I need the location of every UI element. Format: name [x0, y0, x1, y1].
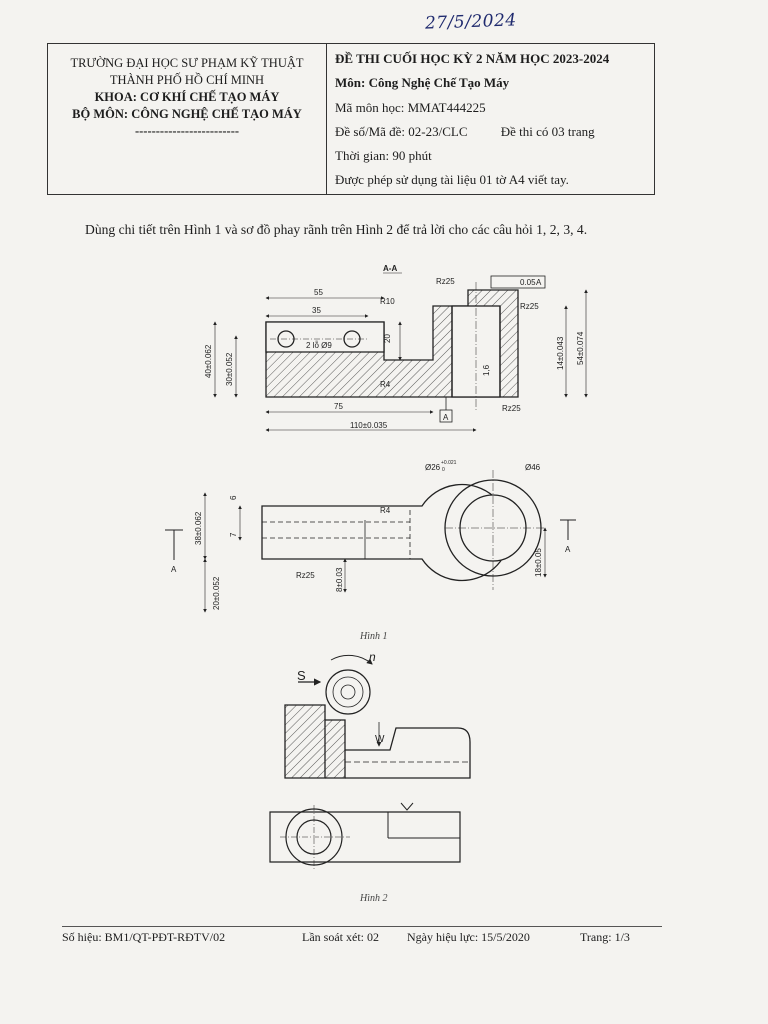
spindle-label-n: n: [369, 650, 376, 664]
cut-label-right: A: [565, 545, 571, 554]
dim-55: 55: [314, 288, 323, 297]
dim-d26-lower: 0: [442, 467, 445, 473]
section-dimension-labels: [204, 277, 585, 430]
school-line1: TRƯỜNG ĐẠI HỌC SƯ PHẠM KỸ THUẬT: [70, 56, 304, 70]
dim-holes: 2 lỗ Ø9: [306, 341, 332, 350]
dim-rz25a: Rz25: [436, 277, 455, 286]
page-number: Trang: 1/3: [580, 930, 630, 944]
subject: Môn: Công Nghệ Chế Tạo Máy: [335, 75, 510, 91]
faculty: KHOA: CƠ KHÍ CHẾ TẠO MÁY: [94, 90, 280, 104]
dim-7: 7: [229, 532, 238, 537]
dim-rz25d: Rz25: [296, 571, 315, 580]
dim-r10: R10: [380, 297, 395, 306]
cut-label-left: A: [171, 565, 177, 574]
feed-label-s: S: [297, 668, 306, 683]
dim-110: 110±0.035: [350, 421, 388, 430]
milling-diagram: [270, 655, 470, 870]
dim-r4: R4: [380, 380, 391, 389]
duration: Thời gian: 90 phút: [335, 148, 432, 164]
tolerance-value: 0.05: [520, 278, 536, 287]
materials: Được phép sử dụng tài liệu 01 tờ A4 viết tay.: [335, 172, 569, 188]
effective-date: Ngày hiệu lực: 15/5/2020: [407, 930, 530, 944]
dim-rz25b: Rz25: [520, 302, 539, 311]
figure1-caption: Hình 1: [360, 631, 388, 642]
school-line2: THÀNH PHỐ HỒ CHÍ MINH: [109, 73, 265, 87]
exam-code: Đề số/Mã đề: 02-23/CLC: [335, 123, 468, 139]
roughness-1-6: 1,6: [482, 364, 491, 376]
dim-20: 20: [383, 334, 392, 343]
dim-d26: Ø26: [425, 463, 441, 472]
footer-rule: [62, 926, 662, 927]
revision: Lần soát xét: 02: [302, 930, 379, 944]
section-view-a-a: [215, 264, 586, 430]
dim-14: 14±0.043: [556, 336, 565, 370]
feed-label-w: W: [375, 734, 385, 745]
section-label: A-A: [383, 264, 398, 273]
dim-35: 35: [312, 306, 321, 315]
exam-title: ĐỀ THI CUỐI HỌC KỲ 2 NĂM HỌC 2023-2024: [335, 51, 610, 66]
department: BỘ MÔN: CÔNG NGHỆ CHẾ TẠO MÁY: [72, 107, 302, 121]
dim-r4b: R4: [380, 506, 391, 515]
dim-d46: Ø46: [525, 463, 541, 472]
handwritten-date: 27/5/2024: [424, 10, 517, 34]
form-code: Số hiệu: BM1/QT-PĐT-RĐTV/02: [62, 930, 226, 944]
dim-40: 40±0.062: [204, 344, 213, 378]
tolerance-datum: A: [536, 278, 542, 287]
dim-d26-upper: +0.021: [441, 460, 457, 466]
top-view: [165, 470, 576, 612]
instruction-text: Dùng chi tiết trên Hình 1 và sơ đồ phay rãnh trên Hình 2 để trả lời cho các câu hỏi 1, 2, 3, 4.: [85, 222, 588, 237]
datum-a: A: [443, 413, 449, 422]
page-count: Đề thi có 03 trang: [500, 123, 595, 139]
dim-54: 54±0.074: [576, 331, 585, 365]
dim-75: 75: [334, 402, 343, 411]
dim-18: 18±0.05: [534, 548, 543, 577]
dim-30: 30±0.052: [225, 352, 234, 386]
course-code: Mã môn học: MMAT444225: [335, 99, 486, 115]
dim-38: 38±0.062: [194, 511, 203, 545]
dim-rz25c: Rz25: [502, 404, 521, 413]
dim-8: 8±0.03: [335, 567, 344, 592]
dim-20b: 20±0.052: [212, 576, 221, 610]
figure2-caption: Hình 2: [360, 893, 388, 904]
divider: -------------------------: [134, 124, 240, 138]
dim-6: 6: [229, 495, 238, 500]
